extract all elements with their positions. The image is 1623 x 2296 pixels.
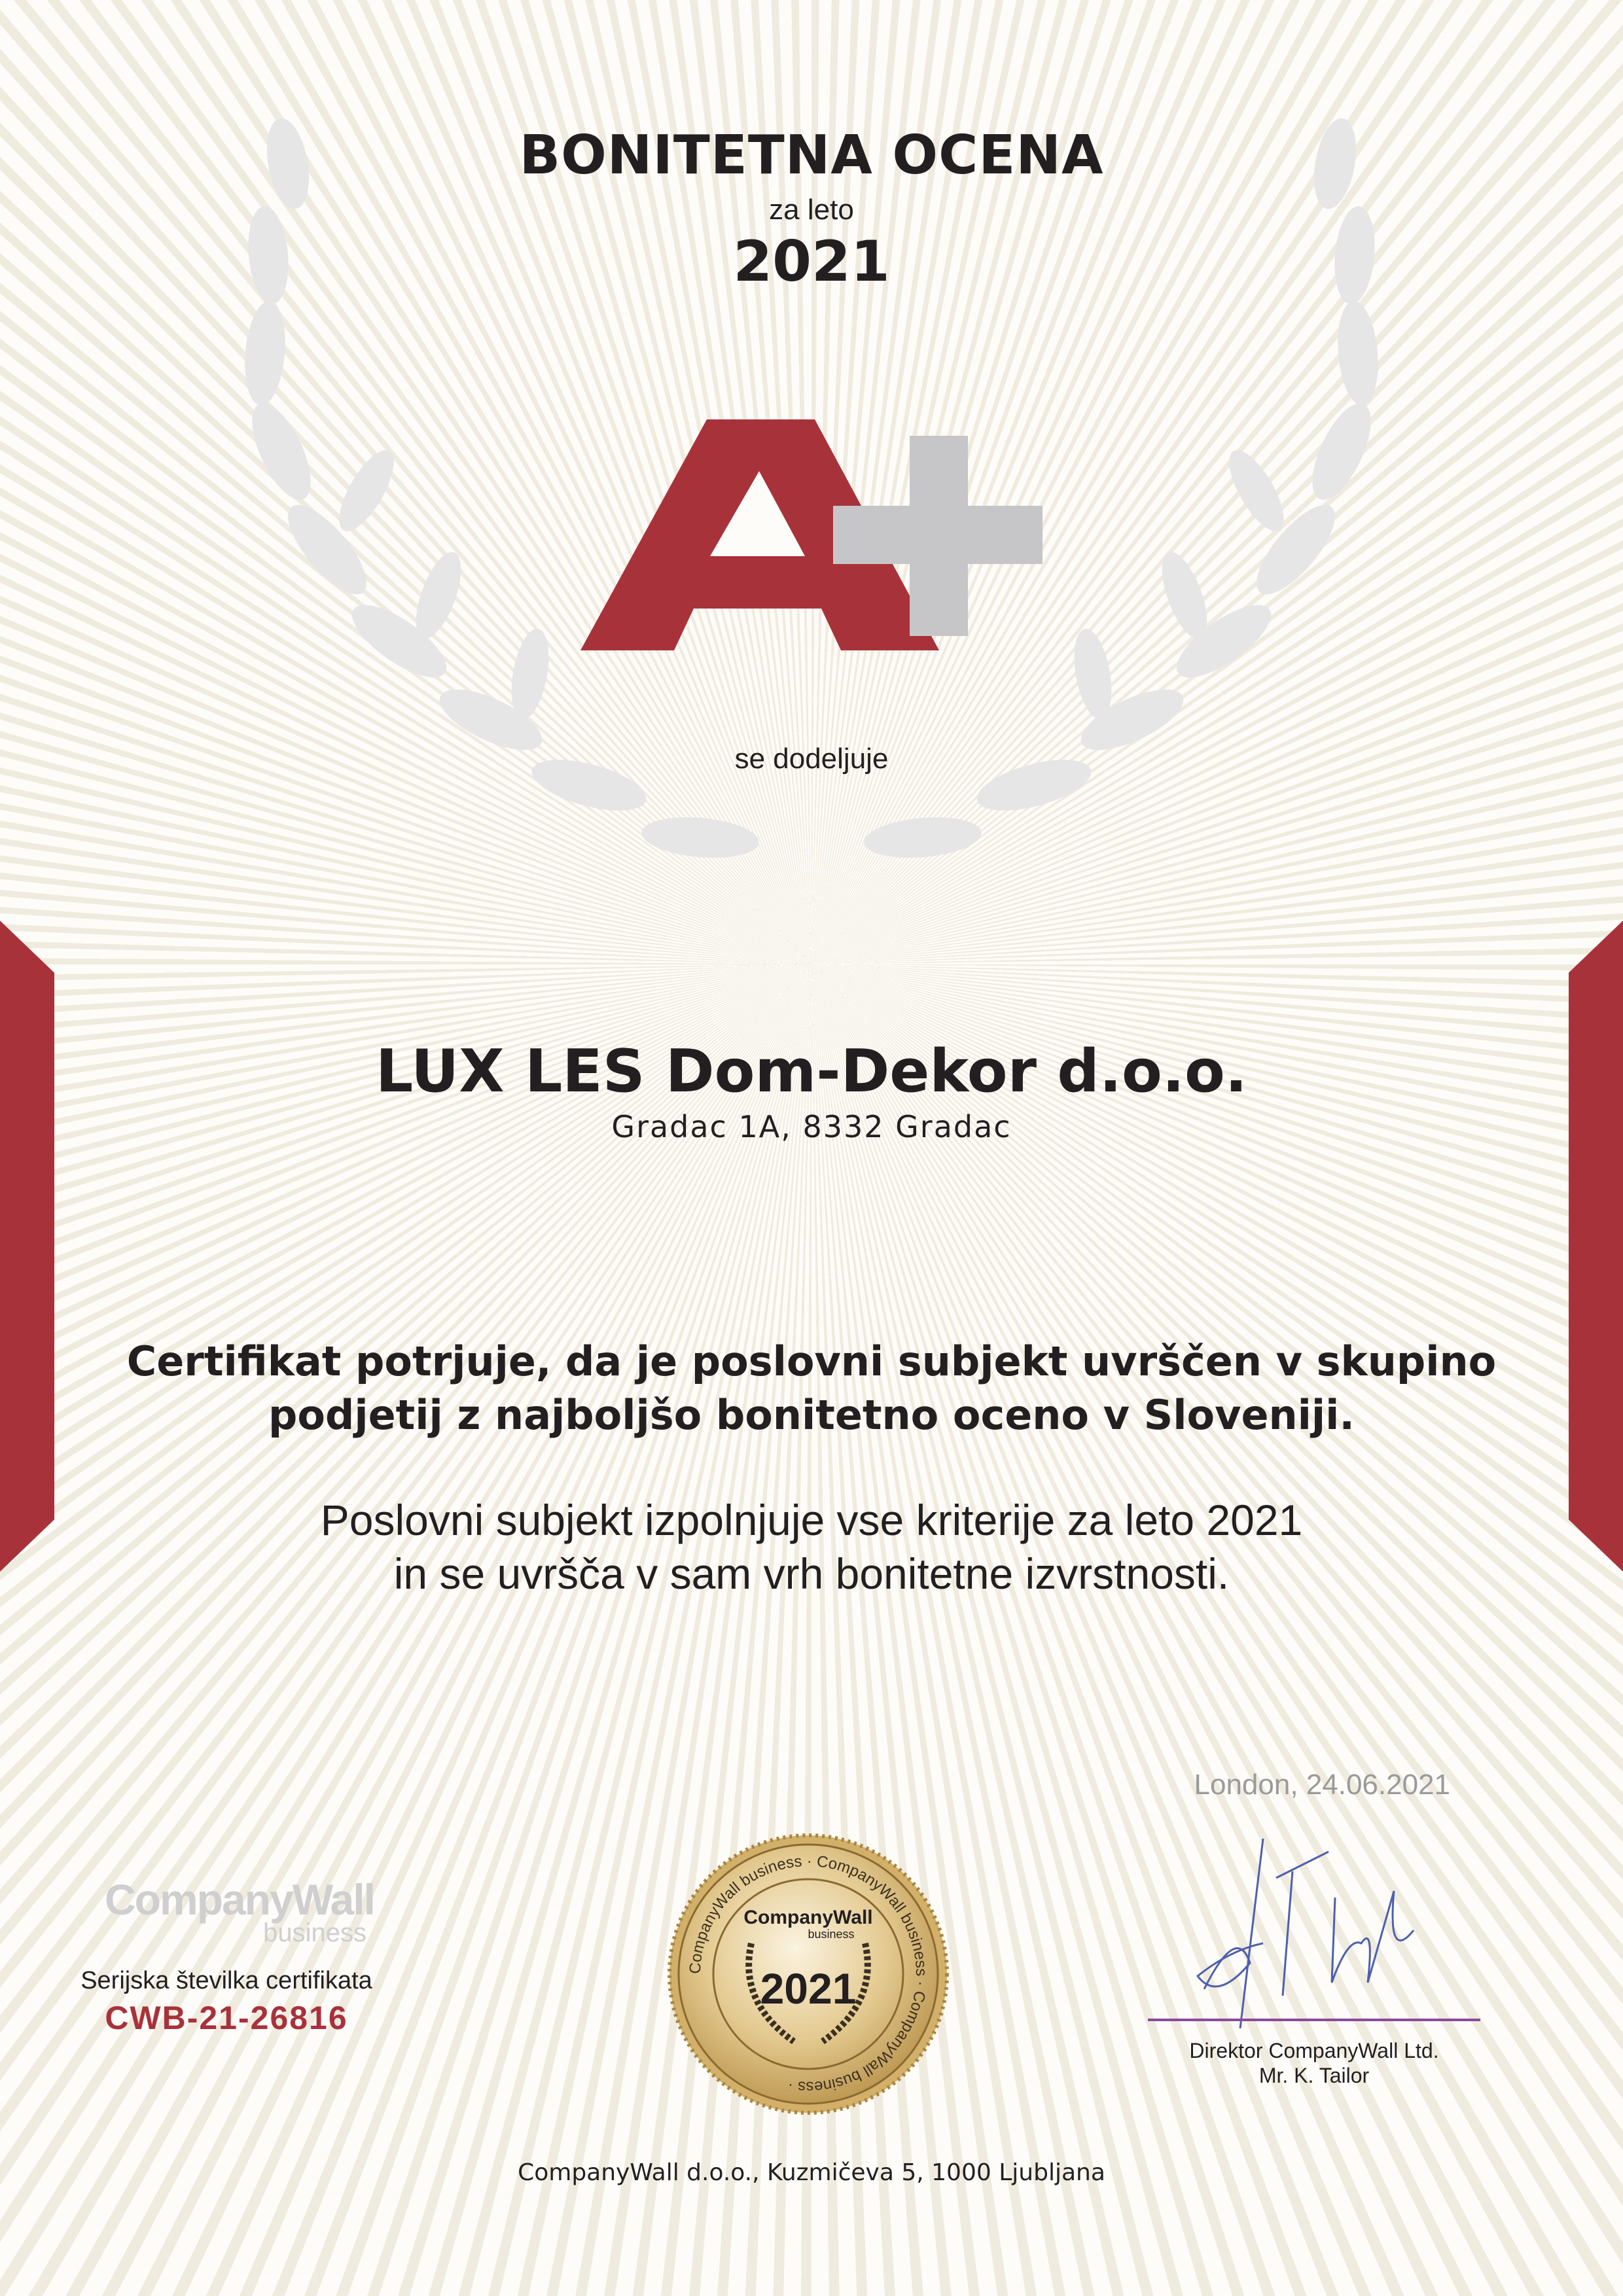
company-address: Gradac 1A, 8332 Gradac [611, 1109, 1012, 1144]
criteria-line: in se uvršča v sam vrh bonitetne izvrstnosti. [393, 1549, 1230, 1598]
awarded-label: se dodeljuje [734, 743, 889, 775]
issue-date: London, 24.06.2021 [1194, 1769, 1450, 1801]
serial-number: CWB-21-26816 [105, 2000, 348, 2036]
companywall-logo [105, 1875, 374, 1947]
serial-label: Serijska številka certifikata [80, 1967, 372, 1994]
seal-year: 2021 [760, 1964, 857, 2013]
left-accent-bar [0, 921, 54, 1572]
criteria-statement [0, 1493, 1623, 1600]
signature-line [1148, 2019, 1480, 2021]
director-signature [1178, 1832, 1472, 2048]
company-name: LUX LES Dom-Dekor d.o.o. [376, 1037, 1247, 1106]
right-accent-bar [1569, 921, 1623, 1572]
seal-ring-text: CompanyWall business · CompanyWall business · CompanyWall business · [686, 1852, 931, 2096]
criteria-line: Poslovni subjekt izpolnjuje vse kriterije za leto 2021 [320, 1496, 1303, 1544]
year-label: za leto [769, 194, 854, 226]
rating-a-plus-logo [576, 412, 1047, 661]
certificate-statement [0, 1335, 1623, 1442]
seal-brand: CompanyWall [743, 1907, 873, 1928]
statement-line: podjetij z najboljšo bonitetno oceno v Sloveniji. [268, 1391, 1355, 1439]
certificate-title: BONITETNA OCENA [519, 124, 1104, 186]
footer-address: CompanyWall d.o.o., Kuzmičeva 5, 1000 Ljubljana [518, 2159, 1105, 2186]
logo-sub: business [263, 1918, 366, 1947]
logo-name: CompanyWall [105, 1875, 374, 1924]
seal-sub: business [808, 1928, 855, 1941]
certificate-year: 2021 [733, 229, 890, 294]
signatory-title: Direktor CompanyWall Ltd. [1189, 2039, 1439, 2062]
gold-seal [666, 1832, 950, 2116]
statement-line: Certifikat potrjuje, da je poslovni subjekt uvrščen v skupino [126, 1337, 1497, 1385]
signatory-name: Mr. K. Tailor [1258, 2064, 1370, 2087]
